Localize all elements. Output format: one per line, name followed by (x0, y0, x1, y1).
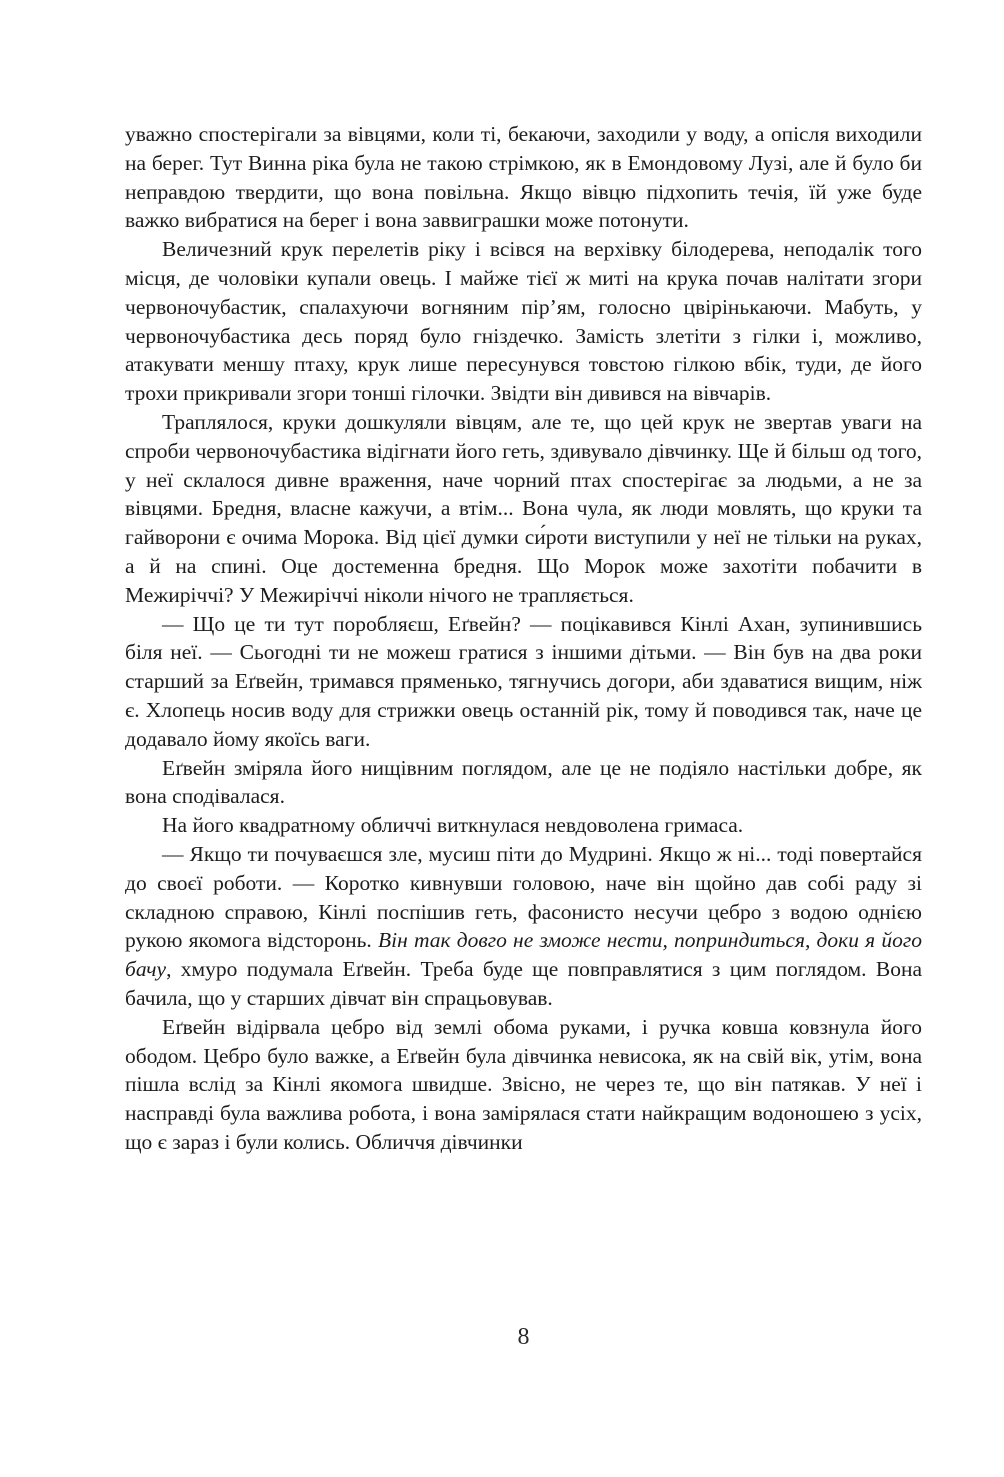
text-run: — Якщо ти почуваєшся зле, мусиш піти до Мудрині. Якщо ж ні... тоді повертайся до своєї роботи. — Коротко кивнувши головою, наче він щойно дав собі раду зі складною справою, Кінлі поспішив геть, фасонисто несучи цебро з водою однією рукою якомога відсторонь. (125, 841, 922, 953)
italic-run: Він так довго не зможе нести, поприндиться, доки я його бачу (125, 928, 923, 982)
paragraph (125, 408, 922, 610)
text-run: Еґвейн зміряла його нищівним поглядом, але це не подіяло настільки добре, як вона сподівалася. (125, 755, 922, 809)
text-run: Траплялося, круки дошкуляли вівцям, але те, що цей крук не звертав уваги на спроби червоночубастика відігнати його геть, здивувало дівчинку. Ще й більш од того, у неї склалося дивне враження, наче чорний птах спостерігає за людьми, а не за вівцями. Бредня, власне кажучи, а втім... Вона чула, як люди мовлять, що круки та гайворони є очима Морока. Від цієї думки си́роти виступили у неї не тільки на руках, а й на спині. Оце достеменна бредня. Що Морок може захотіти побачити в Межиріччі? У Межиріччі ніколи нічого не трапляється. (125, 409, 922, 607)
paragraph (125, 840, 922, 1013)
paragraph (125, 1013, 922, 1157)
page-number: 8 (517, 1324, 530, 1350)
text-run: Величезний крук перелетів ріку і всівся на верхівку білодерева, неподалік того місця, де чоловіки купали овець. І майже тієї ж миті на крука почав налітати згори червоночубастик, спалахуючи вогняним пір’ям, голосно цвірінькаючи. Мабуть, у червоночубастика десь поряд було гніздечко. Замість злетіти з гілки і, можливо, атакувати меншу птаху, крук лише пересунувся товстою гілкою вбік, туди, де його трохи прикривали згори тонші гілочки. Звідти він дивився на вівчарів. (125, 237, 922, 406)
paragraph (125, 754, 922, 812)
text-run: , хмуро подумала Еґвейн. Треба буде ще повправлятися з цим поглядом. Вона бачила, що у старших дівчат він спрацьовував. (125, 957, 922, 1010)
text-run: — Що це ти тут поробляєш, Еґвейн? — поцікавився Кінлі Ахан, зупинившись біля неї. — Сьогодні ти не можеш гратися з іншими дітьми. — Він був на два роки старший за Еґвейн, тримався пряменько, тягнучись догори, аби здаватися вищим, ніж є. Хлопець носив воду для стрижки овець останній рік, тому й поводився так, наче це додавало йому якоїсь ваги. (125, 611, 922, 751)
text-run: На його квадратному обличчі виткнулася невдоволена гримаса. (162, 813, 744, 838)
text-block (125, 120, 922, 1157)
paragraph (125, 235, 922, 408)
text-run: уважно спостерігали за вівцями, коли ті, бекаючи, заходили у воду, а опісля виходили на берег. Тут Винна ріка була не такою стрімкою, як в Емондовому Лузі, але й було би неправдою твердити, що вона повільна. Якщо вівцю підхопить течія, їй уже буде важко вибратися на берег і вона заввиграшки може потонути. (125, 122, 922, 233)
text-run: Еґвейн відірвала цебро від землі обома руками, і ручка ковша ковзнула його ободом. Цебро було важке, а Еґвейн була дівчинка невисока, як на свій вік, утім, вона пішла вслід за Кінлі якомога швидше. Звісно, не через те, що він патякав. У неї і насправді була важлива робота, і вона замірялася стати найкращим водоношею з усіх, що є зараз і були колись. Обличчя дівчинки (125, 1014, 922, 1154)
paragraph (125, 120, 922, 235)
paragraph (125, 610, 922, 754)
paragraph (125, 811, 922, 840)
